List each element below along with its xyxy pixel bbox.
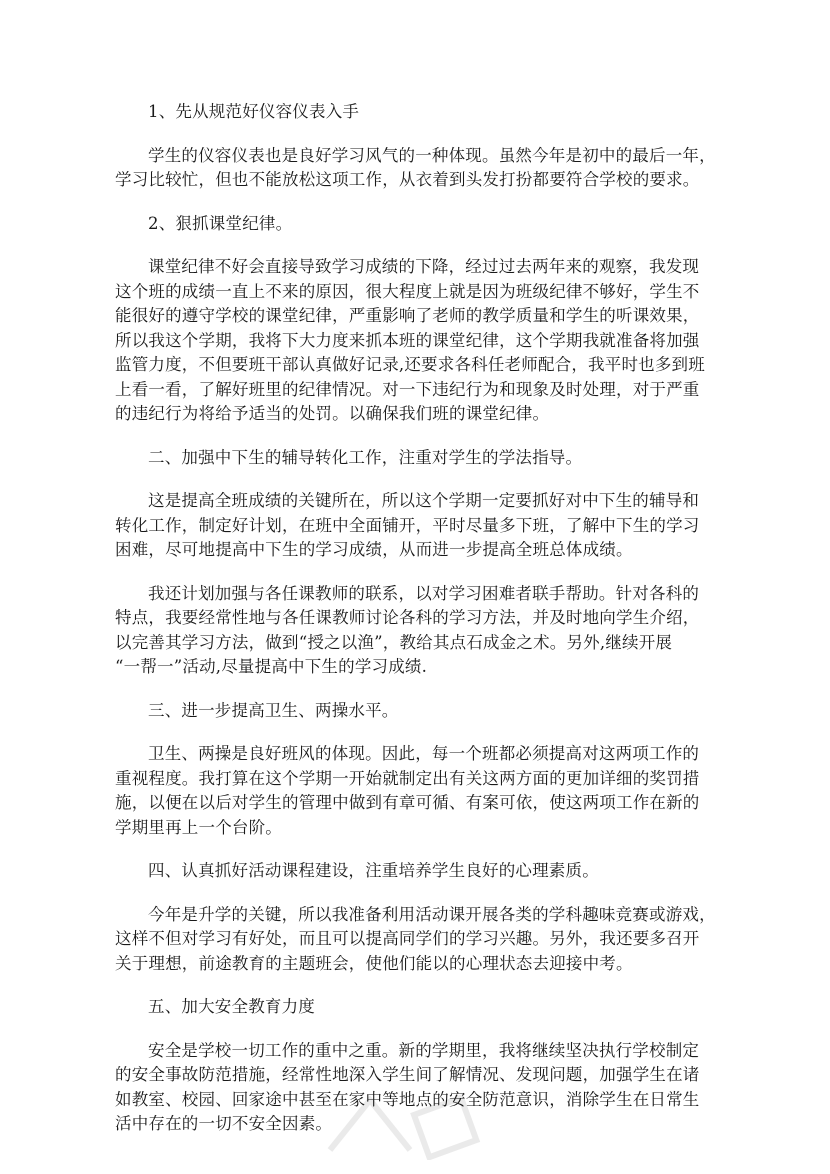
paragraph-line: 今年是升学的关键，所以我准备利用活动课开展各类的学科趣味竞赛或游戏，	[148, 904, 716, 924]
body-paragraph	[115, 582, 727, 680]
body-paragraph	[115, 144, 727, 193]
paragraph-line: 课堂纪律不好会直接导致学习成绩的下降，经过过去两年来的观察，我发现	[148, 257, 700, 276]
paragraph-line: 学期里再上一个台阶。	[115, 817, 282, 837]
paragraph-line: 卫生、两操是良好班风的体现。因此，每一个班都必须提高对这两项工作的	[148, 744, 700, 763]
paragraph-line: 如教室、校园、回家途中甚至在家中等地点的安全防范意识，消除学生在日常生	[115, 1089, 700, 1109]
paragraph-line: 的安全事故防范措施，经常性地深入学生间了解情况、发现问题，加强学生在诸	[115, 1065, 700, 1084]
paragraph-line: 这是提高全班成绩的关键所在，所以这个学期一定要抓好对中下生的辅导和	[148, 491, 700, 510]
section-heading: 三、进一步提高卫生、两操水平。	[148, 700, 399, 720]
paragraph-line: 特点，我要经常性地与各任课教师讨论各科的学习方法，并及时地向学生介绍，	[115, 608, 700, 627]
section-heading: 五、加大安全教育力度	[148, 997, 315, 1016]
paragraph-line: 以完善其学习方法，做到“授之以渔”，教给其点石成金之术。另外,继续开展	[115, 632, 673, 652]
paragraph-line: 这个班的成绩一直上不来的原因，很大程度上就是因为班级纪律不够好，学生不	[115, 281, 700, 301]
paragraph-line: 活中存在的一切不安全因素。	[115, 1114, 333, 1133]
paragraph-line: 我还计划加强与各任课教师的联系，以对学习困难者联手帮助。针对各科的	[148, 583, 700, 603]
body-paragraph	[115, 903, 727, 977]
paragraph-line: 上看一看，了解好班里的纪律情况。对一下违纪行为和现象及时处理，对于严重	[115, 379, 700, 399]
watermark-logo-icon	[300, 1080, 500, 1160]
paragraph-line: 监管力度，不但要班干部认真做好记录,还要求各科任老师配合，我平时也多到班	[115, 355, 705, 374]
body-paragraph	[115, 255, 727, 427]
paragraph-line: 所以我这个学期，我将下大力度来抓本班的课堂纪律，这个学期我就准备将加强	[115, 330, 700, 350]
paragraph-line: 施，以便在以后对学生的管理中做到有章可循、有案可依，使这两项工作在新的	[115, 793, 700, 812]
paragraph-line: 这样不但对学习有好处，而且可以提高同学们的学习兴趣。另外，我还要多召开	[115, 929, 700, 948]
paragraph-line: 困难，尽可地提高中下生的学习成绩，从而进一步提高全班总体成绩。	[115, 540, 633, 559]
paragraph-line: 学习比较忙，但也不能放松这项工作，从衣着到头发打扮都要符合学校的要求。	[115, 170, 700, 189]
paragraph-line: 学生的仪容仪表也是良好学习风气的一种体现。虽然今年是初中的最后一年，	[148, 145, 716, 165]
paragraph-line: 关于理想，前途教育的主题班会，使他们能以的心理状态去迎接中考。	[115, 953, 633, 973]
section-heading: 二、加强中下生的辅导转化工作，注重对学生的学法指导。	[148, 447, 583, 467]
section-heading: 2、狠抓课堂纪律。	[148, 213, 293, 233]
body-paragraph	[115, 489, 727, 563]
document-body	[115, 100, 727, 1156]
paragraph-line: 转化工作，制定好计划，在班中全面铺开，平时尽量多下班，了解中下生的学习	[115, 515, 700, 535]
paragraph-line: 能很好的遵守学校的课堂纪律，严重影响了老师的教学质量和学生的听课效果，	[115, 306, 700, 325]
paragraph-line: “一帮一”活动,尽量提高中下生的学习成绩.	[115, 657, 428, 676]
section-heading: 四、认真抓好活动课程建设，注重培养学生良好的心理素质。	[148, 861, 599, 880]
body-paragraph	[115, 742, 727, 840]
paragraph-line: 重视程度。我打算在这个学期一开始就制定出有关这两方面的更加详细的奖罚措	[115, 768, 700, 788]
paragraph-line: 安全是学校一切工作的重中之重。新的学期里，我将继续坚决执行学校制定	[148, 1040, 700, 1060]
paragraph-line: 的违纪行为将给予适当的处罚。以确保我们班的课堂纪律。	[115, 404, 550, 423]
section-heading: 1、先从规范好仪容仪表入手	[148, 102, 360, 121]
